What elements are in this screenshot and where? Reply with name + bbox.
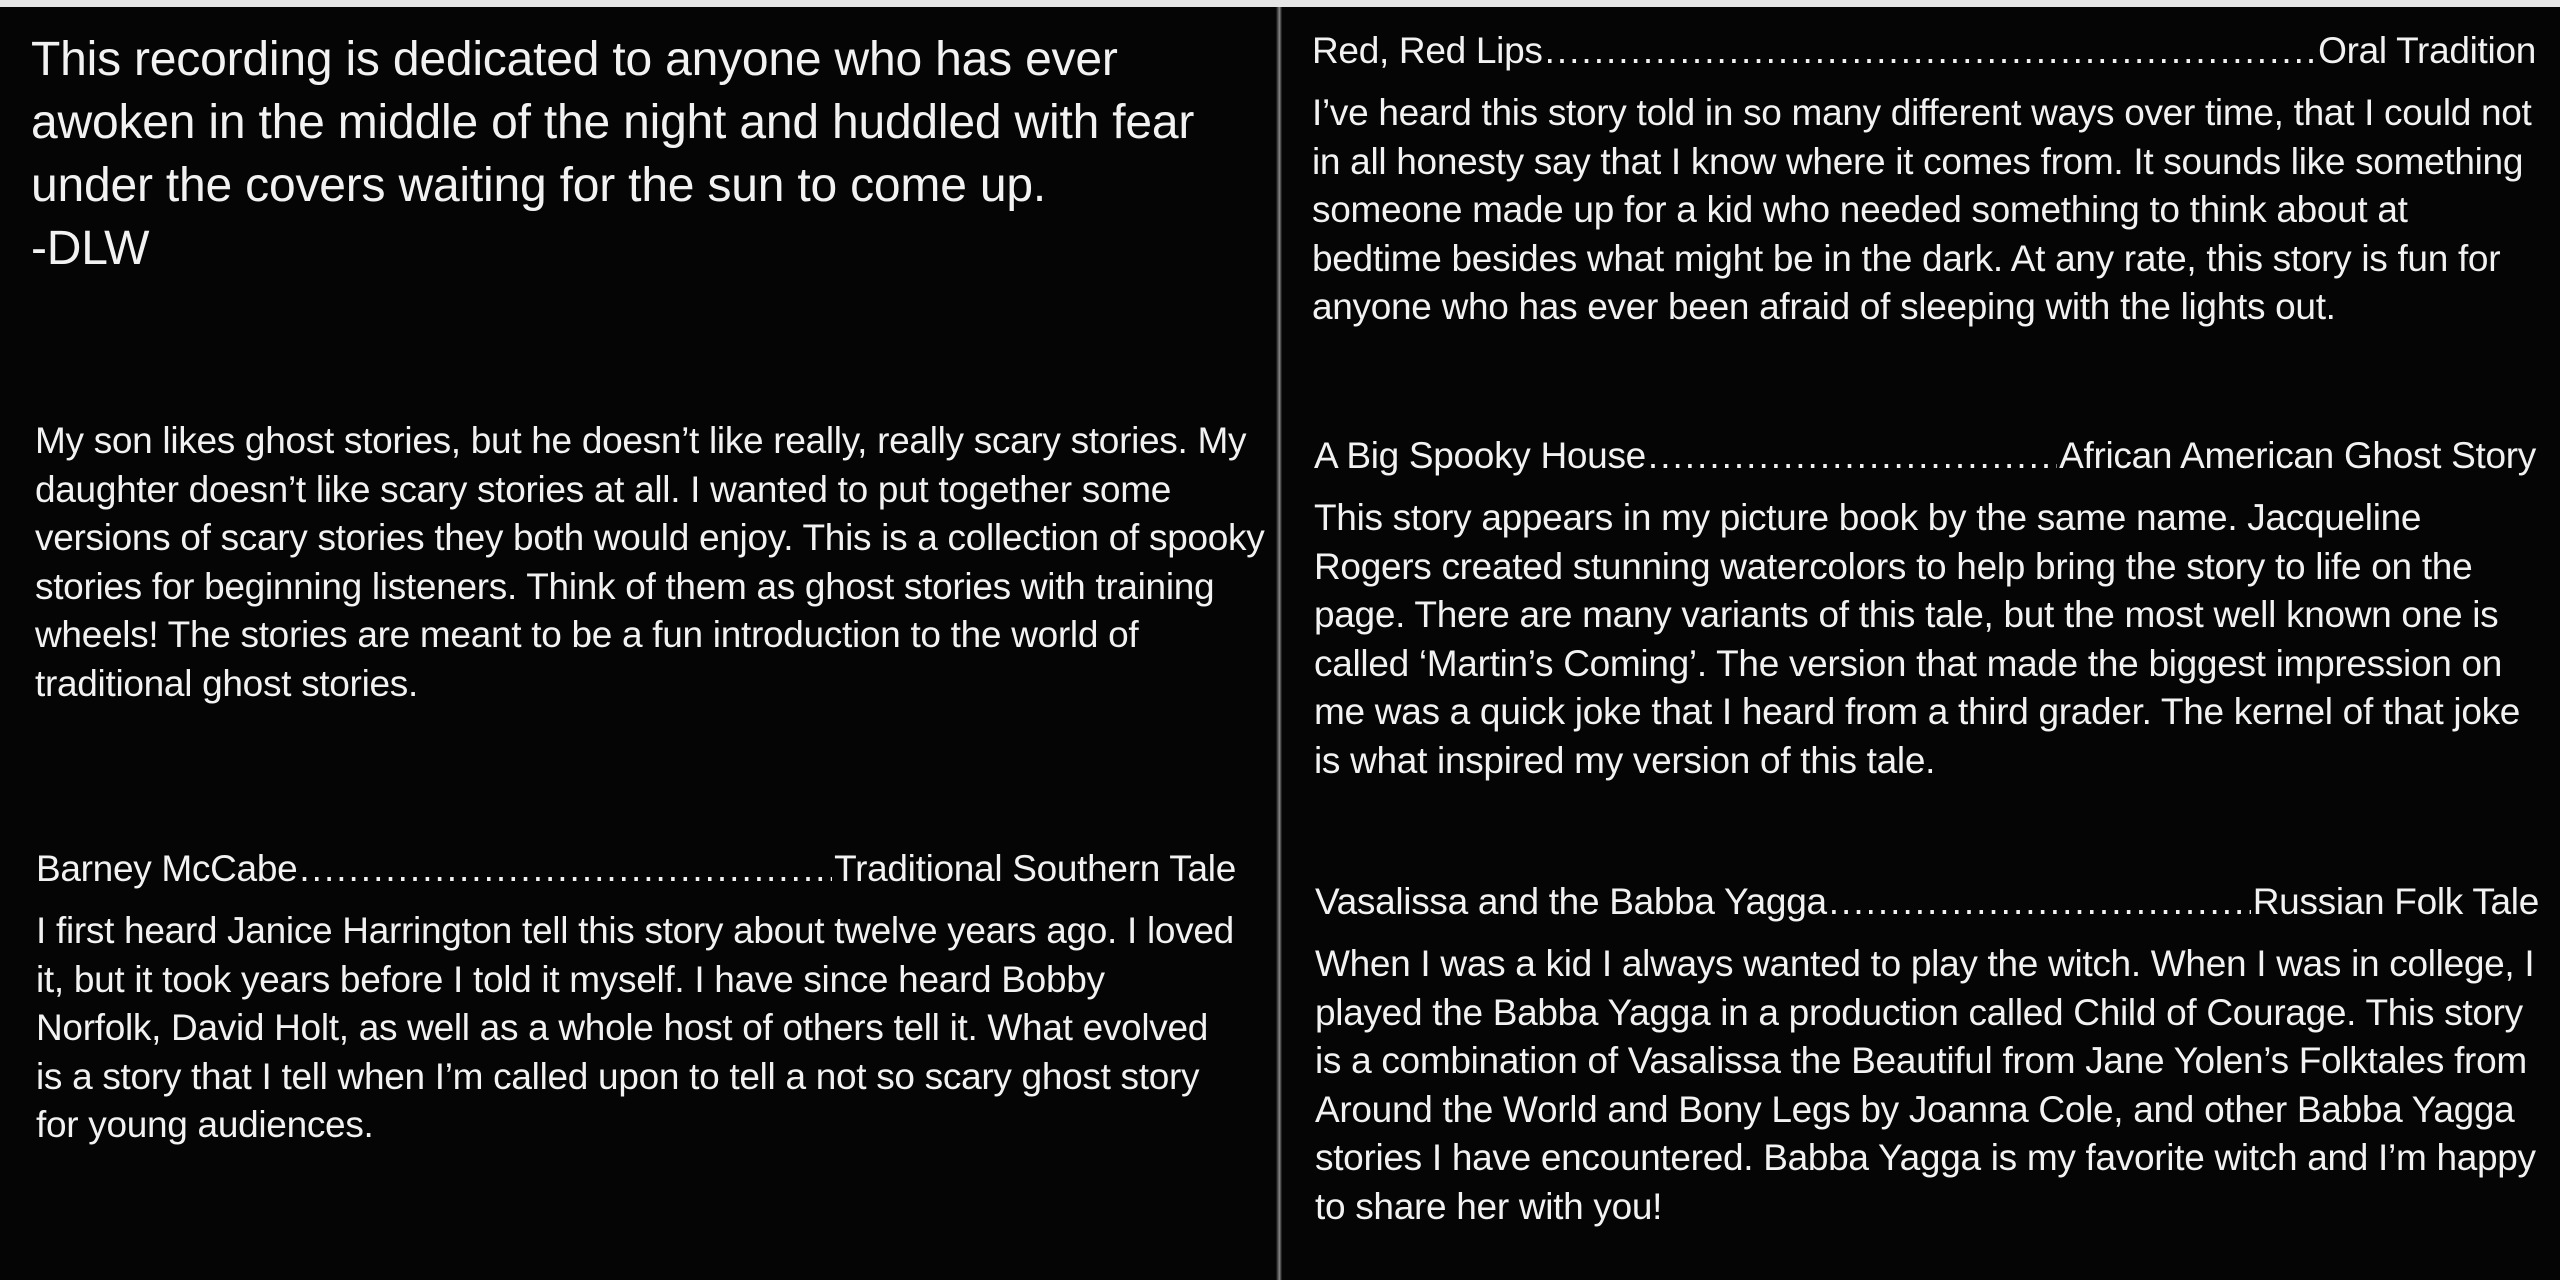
story-red-red-lips [1312,27,2536,332]
story-title: A Big Spooky House [1314,435,1646,476]
story-vasalissa [1315,878,2539,1231]
dot-leader [299,845,832,893]
story-description: When I was a kid I always wanted to play the witch. When I was in college, I played the Babba Yagga in a production called Child of Courage. This story is a combination of Vasalissa the Beautiful from Jane Yolen’s Folktales from Around the World and Bony Legs by Joanna Cole, and other Babba Yagga stories I have encountered. Babba Yagga is my favorite witch and I’m happy to share her with you! [1315,943,2536,1227]
dedication-signature: -DLW [31,222,150,275]
story-description: This story appears in my picture book by the same name. Jacqueline Rogers created stunning watercolors to help bring the story to life on the page. There are many variants of this tale, but the most well known one is called ‘Martin’s Coming’. The version that made the biggest impression on me was a quick joke that I heard from a third grader. The kernel of that joke is what inspired my version of this tale. [1314,497,2521,781]
story-title: Vasalissa and the Babba Yagga [1315,881,1827,922]
story-origin: Oral Tradition [2318,30,2536,71]
dedication-text: This recording is dedicated to anyone who has ever awoken in the middle of the night and huddled with fear under the covers waiting for the sun to come up. [31,33,1195,212]
intro-paragraph: My son likes ghost stories, but he doesn’t like really, really scary stories. My daughter doesn’t like scary stories at all. I wanted to put together some versions of scary stories they both would enjoy. This is a collection of spooky stories for beginning listeners. Think of them as ghost stories with training wheels! The stories are meant to be a fun introduction to the world of traditional ghost stories. [35,420,1265,704]
story-origin: Traditional Southern Tale [834,848,1236,889]
story-origin: African American Ghost Story [2059,435,2536,476]
story-barney-mccabe [36,845,1236,1150]
dedication [31,28,1271,280]
dot-leader [1648,432,2057,480]
dot-leader [1545,27,2317,75]
story-origin: Russian Folk Tale [2252,881,2539,922]
story-title: Barney McCabe [36,848,298,889]
story-heading [1315,878,2539,926]
page-top-edge [0,0,2560,7]
story-title: Red, Red Lips [1312,30,1543,71]
story-heading [1312,27,2536,75]
story-a-big-spooky-house [1314,432,2536,785]
story-description: I’ve heard this story told in so many different ways over time, that I could not in all honesty say that I know where it comes from. It sounds like something someone made up for a kid who needed something to think about at bedtime besides what might be in the dark. At any rate, this story is fun for anyone who has ever been afraid of sleeping with the lights out. [1312,92,2532,327]
dot-leader [1829,878,2251,926]
story-heading [1314,432,2536,480]
story-heading [36,845,1236,893]
story-description: I first heard Janice Harrington tell this story about twelve years ago. I loved it, but it took years before I told it myself. I have since heard Bobby Norfolk, David Holt, as well as a whole host of others tell it. What evolved is a story that I tell when I’m called upon to tell a not so scary ghost story for young audiences. [36,910,1234,1145]
